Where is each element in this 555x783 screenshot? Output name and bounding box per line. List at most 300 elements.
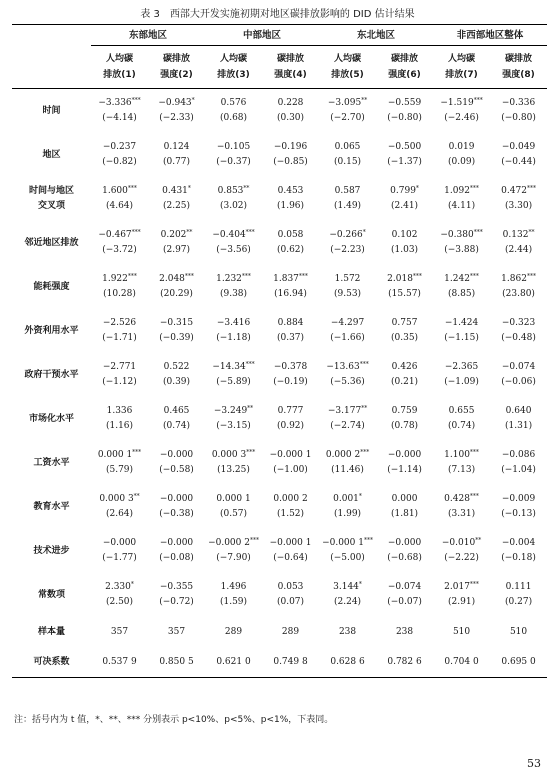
coefficient-cell (205, 485, 262, 529)
coefficient-cell (205, 397, 262, 441)
row-label-line: 时间 (42, 105, 61, 116)
significance-stars: *** (469, 185, 479, 192)
t-value: (3.02) (219, 201, 248, 211)
coefficient-cell (91, 397, 148, 441)
row-label-line: 邻近地区排放 (24, 237, 79, 248)
coefficient-cell (376, 353, 433, 397)
coefficient-value: −0.105 (216, 142, 251, 152)
column-header-line: 强度(4) (274, 70, 307, 80)
column-header (205, 46, 262, 89)
coefficient-cell (148, 485, 205, 529)
coefficient-value: −0.378 (273, 362, 308, 372)
significance-stars: *** (412, 273, 422, 280)
t-value: (−0.38) (159, 509, 194, 519)
sample-size-row (12, 617, 547, 647)
t-value: (−0.44) (501, 157, 536, 167)
significance-stars: *** (360, 449, 370, 456)
t-value: (−1.12) (102, 377, 137, 387)
row-label: 样本量 (37, 626, 65, 637)
coefficient-cell (148, 441, 205, 485)
coefficient-value: −1.424 (444, 318, 479, 328)
coefficient-value: −0.000 (159, 494, 194, 504)
t-value: (−0.13) (501, 509, 536, 519)
coefficient-value: 0.522 (163, 362, 190, 372)
t-value: (−0.72) (159, 597, 194, 607)
coefficient-cell (148, 177, 205, 221)
coefficient-value: 0.000 2 (325, 450, 361, 460)
t-value: (0.57) (219, 509, 248, 519)
coefficient-value: 0.472 (501, 186, 527, 196)
significance-stars: ** (361, 97, 368, 104)
coefficient-cell (433, 89, 490, 134)
coefficient-cell (91, 89, 148, 134)
coefficient-value: 0.000 1 (216, 494, 251, 504)
coefficient-cell (262, 529, 319, 573)
coefficient-cell (148, 309, 205, 353)
stat-value: 0.628 6 (330, 656, 365, 667)
t-value: (−0.19) (273, 377, 308, 387)
coefficient-value: −0.004 (501, 538, 536, 548)
coefficient-value: 1.572 (334, 274, 361, 284)
coefficient-value: 0.000 2 (273, 494, 308, 504)
coefficient-cell (433, 221, 490, 265)
coefficient-value: −4.297 (330, 318, 365, 328)
stub-subheader (12, 46, 91, 89)
significance-stars: *** (131, 229, 141, 236)
coefficient-cell (490, 529, 547, 573)
row-label (12, 353, 91, 397)
t-value: (−0.80) (501, 113, 536, 123)
t-value: (−1.77) (102, 553, 137, 563)
t-value: (−3.15) (216, 421, 251, 431)
t-value: (0.77) (162, 157, 191, 167)
row-label-line: 工资水平 (33, 457, 70, 468)
row-label (12, 133, 91, 177)
coefficient-cell (205, 573, 262, 617)
coefficient-cell (319, 221, 376, 265)
coefficient-value: −1.519 (440, 98, 474, 108)
coefficient-cell (433, 265, 490, 309)
t-value: (11.46) (331, 465, 364, 475)
stat-value: 0.850 5 (159, 656, 194, 667)
significance-stars: * (187, 185, 191, 192)
coefficient-value: −0.000 1 (322, 538, 364, 548)
t-value: (−2.70) (330, 113, 365, 123)
coefficient-value: 0.587 (334, 186, 361, 196)
t-value: (0.15) (334, 157, 362, 167)
coefficient-cell (148, 221, 205, 265)
significance-stars: ** (361, 405, 368, 412)
row-label-line: 时间与地区 (28, 186, 74, 196)
t-value: (0.21) (391, 377, 419, 387)
t-value: (−0.39) (159, 333, 194, 343)
group-header-nonwest: 非西部地区整体 (433, 25, 547, 46)
t-value: (−7.90) (216, 553, 251, 563)
significance-stars: *** (473, 97, 483, 104)
table-row (12, 221, 547, 265)
r-squared-row (12, 647, 547, 678)
coefficient-value: −0.000 (387, 450, 422, 460)
significance-stars: *** (241, 273, 251, 280)
stub-header (12, 25, 91, 46)
coefficient-cell (433, 485, 490, 529)
coefficient-cell (262, 573, 319, 617)
column-header (319, 46, 376, 89)
coefficient-cell (319, 397, 376, 441)
t-value: (−3.72) (102, 245, 137, 255)
coefficient-value: 0.853 (217, 186, 244, 196)
coefficient-cell (91, 309, 148, 353)
coefficient-value: 0.426 (391, 362, 418, 372)
coefficient-cell (205, 133, 262, 177)
coefficient-value: −0.355 (159, 582, 194, 592)
row-label-line: 外资利用水平 (24, 325, 79, 336)
coefficient-cell (490, 133, 547, 177)
coefficient-cell (376, 177, 433, 221)
coefficient-value: 0.640 (505, 406, 532, 416)
row-label (12, 89, 91, 134)
coefficient-cell (490, 309, 547, 353)
coefficient-value: 1.100 (444, 450, 470, 460)
coefficient-cell (490, 221, 547, 265)
t-value: (0.37) (276, 333, 305, 343)
subheader-row (12, 46, 547, 89)
significance-stars: ** (475, 537, 482, 544)
t-value: (−4.14) (102, 113, 137, 123)
significance-stars: *** (245, 361, 255, 368)
column-header-line: 人均碳 (334, 54, 362, 64)
coefficient-value: 2.330 (105, 582, 131, 592)
t-value: (−5.00) (330, 553, 365, 563)
coefficient-value: 0.431 (162, 186, 188, 196)
column-header (148, 46, 205, 89)
t-value: (−1.04) (501, 465, 536, 475)
significance-stars: *** (469, 449, 479, 456)
table-title: 西部大开发实施初期对地区碳排放影响的 DID 估计结果 (169, 9, 415, 20)
coefficient-cell (148, 529, 205, 573)
t-value: (10.28) (103, 289, 136, 299)
coefficient-value: 0.000 3 (99, 494, 134, 504)
coefficient-value: −0.380 (440, 230, 474, 240)
coefficient-value: 1.600 (102, 186, 128, 196)
t-value: (1.96) (276, 201, 305, 211)
t-value: (2.41) (391, 201, 419, 211)
coefficient-cell (262, 441, 319, 485)
coefficient-value: −0.500 (387, 142, 422, 152)
t-value: (0.68) (219, 113, 248, 123)
column-header (91, 46, 148, 89)
significance-stars: * (362, 229, 366, 236)
coefficient-value: −0.404 (212, 230, 246, 240)
coefficient-value: 0.000 1 (97, 450, 133, 460)
coefficient-cell (262, 89, 319, 134)
coefficient-cell (490, 397, 547, 441)
coefficient-cell (262, 133, 319, 177)
t-value: (1.52) (276, 509, 305, 519)
coefficient-cell (433, 353, 490, 397)
significance-stars: *** (132, 449, 142, 456)
t-value: (−0.37) (216, 157, 251, 167)
significance-stars: *** (469, 273, 479, 280)
table-row (12, 397, 547, 441)
coefficient-value: 0.757 (391, 318, 418, 328)
t-value: (−0.18) (501, 553, 536, 563)
coefficient-cell (262, 485, 319, 529)
coefficient-value: 0.202 (160, 230, 187, 240)
table-row (12, 441, 547, 485)
significance-stars: * (191, 97, 195, 104)
coefficient-value: 1.837 (273, 274, 299, 284)
coefficient-cell (148, 397, 205, 441)
column-header-line: 排放(1) (103, 70, 136, 80)
coefficient-cell (319, 309, 376, 353)
coefficient-value: −0.000 2 (208, 538, 250, 548)
coefficient-cell (433, 441, 490, 485)
t-value: (7.13) (448, 465, 476, 475)
coefficient-cell (319, 573, 376, 617)
t-value: (2.64) (105, 509, 134, 519)
significance-stars: * (358, 581, 362, 588)
t-value: (2.44) (505, 245, 533, 255)
significance-stars: *** (473, 229, 483, 236)
t-value: (−2.22) (444, 553, 479, 563)
t-value: (0.92) (276, 421, 305, 431)
column-header-line: 排放(7) (445, 70, 478, 80)
row-label (12, 573, 91, 617)
t-value: (9.38) (219, 289, 248, 299)
coefficient-cell (319, 177, 376, 221)
significance-stars: * (415, 185, 419, 192)
column-header-line: 强度(2) (160, 70, 193, 80)
t-value: (−3.88) (444, 245, 479, 255)
coefficient-cell (376, 441, 433, 485)
row-label (12, 265, 91, 309)
coefficient-value: 1.232 (216, 274, 242, 284)
row-label-line: 交叉项 (37, 201, 65, 211)
coefficient-value: 1.496 (220, 582, 247, 592)
coefficient-cell (262, 221, 319, 265)
t-value: (−3.56) (216, 245, 251, 255)
coefficient-cell (148, 265, 205, 309)
coefficient-value: 0.102 (391, 230, 418, 240)
significance-stars: *** (245, 229, 255, 236)
stat-value: 0.704 0 (444, 656, 479, 667)
t-value: (16.94) (274, 289, 307, 299)
coefficient-cell (262, 177, 319, 221)
t-value: (4.11) (448, 201, 476, 211)
coefficient-value: 0.124 (163, 142, 190, 152)
t-value: (0.07) (276, 597, 305, 607)
t-value: (−1.18) (216, 333, 251, 343)
coefficient-value: −0.323 (501, 318, 536, 328)
t-value: (0.39) (162, 377, 191, 387)
t-value: (0.74) (448, 421, 476, 431)
t-value: (−0.07) (387, 597, 422, 607)
row-label (12, 309, 91, 353)
coefficient-cell (490, 485, 547, 529)
coefficient-cell (319, 133, 376, 177)
coefficient-cell (91, 573, 148, 617)
t-value: (2.25) (162, 201, 191, 211)
t-value: (0.27) (505, 597, 533, 607)
stat-value: 289 (281, 626, 300, 637)
table-row (12, 529, 547, 573)
coefficient-value: −13.63 (326, 362, 360, 372)
coefficient-value: −0.009 (501, 494, 536, 504)
t-value: (2.50) (105, 597, 134, 607)
coefficient-cell (490, 177, 547, 221)
t-value: (−0.58) (159, 465, 194, 475)
column-header-line: 碳排放 (163, 54, 191, 64)
column-header (433, 46, 490, 89)
coefficient-value: 0.065 (334, 142, 361, 152)
t-value: (1.03) (391, 245, 419, 255)
row-label (12, 441, 91, 485)
stat-value: 238 (395, 626, 414, 637)
coefficient-cell (205, 441, 262, 485)
coefficient-value: −0.010 (441, 538, 476, 548)
t-value: (0.35) (391, 333, 419, 343)
stat-value: 238 (338, 626, 357, 637)
coefficient-cell (205, 177, 262, 221)
coefficient-cell (433, 397, 490, 441)
t-value: (1.16) (105, 421, 134, 431)
coefficient-value: 0.884 (277, 318, 304, 328)
significance-stars: *** (246, 449, 256, 456)
group-header-central: 中部地区 (205, 25, 319, 46)
t-value: (−2.46) (444, 113, 479, 123)
coefficient-value: −0.266 (329, 230, 363, 240)
coefficient-value: −0.467 (98, 230, 132, 240)
coefficient-value: −0.315 (159, 318, 194, 328)
coefficient-value: −0.000 1 (269, 450, 312, 460)
coefficient-cell (490, 89, 547, 134)
coefficient-value: 0.053 (277, 582, 304, 592)
coefficient-value: −0.943 (158, 98, 192, 108)
stat-value: 0.621 0 (216, 656, 251, 667)
t-value: (−5.89) (216, 377, 251, 387)
coefficient-value: −3.177 (327, 406, 362, 416)
coefficient-cell (319, 265, 376, 309)
coefficient-cell (376, 529, 433, 573)
coefficient-value: −14.34 (212, 362, 246, 372)
stat-value: 0.695 0 (501, 656, 536, 667)
stat-value: 510 (509, 626, 528, 637)
t-value: (1.49) (334, 201, 362, 211)
t-value: (5.79) (105, 465, 134, 475)
row-label (12, 397, 91, 441)
table-row (12, 89, 547, 134)
coefficient-cell (262, 265, 319, 309)
coefficient-cell (148, 133, 205, 177)
t-value: (23.80) (502, 289, 535, 299)
column-header-line: 碳排放 (505, 54, 533, 64)
significance-stars: *** (184, 273, 194, 280)
column-header-line: 人均碳 (448, 54, 476, 64)
coefficient-value: 1.092 (444, 186, 470, 196)
significance-stars: * (130, 581, 134, 588)
column-header (376, 46, 433, 89)
table-number: 表 3 (140, 9, 160, 20)
coefficient-value: −0.049 (501, 142, 536, 152)
coefficient-cell (148, 353, 205, 397)
stat-value: 0.749 8 (273, 656, 308, 667)
t-value: (0.78) (391, 421, 419, 431)
column-header-line: 碳排放 (391, 54, 419, 64)
significance-stars: *** (249, 537, 259, 544)
coefficient-value: −2.526 (102, 318, 137, 328)
significance-stars: * (358, 493, 362, 500)
t-value: (−1.15) (444, 333, 479, 343)
t-value: (−1.37) (387, 157, 422, 167)
coefficient-value: −3.416 (216, 318, 251, 328)
coefficient-cell (433, 529, 490, 573)
coefficient-value: 0.453 (277, 186, 304, 196)
t-value: (−0.85) (273, 157, 308, 167)
t-value: (−1.66) (330, 333, 365, 343)
column-header-line: 人均碳 (105, 54, 133, 64)
significance-stars: ** (247, 405, 254, 412)
coefficient-cell (148, 89, 205, 134)
coefficient-value: −0.000 (159, 450, 194, 460)
coefficient-cell (490, 441, 547, 485)
row-label-line: 政府干预水平 (24, 369, 79, 380)
t-value: (−1.14) (387, 465, 422, 475)
significance-stars: ** (243, 185, 250, 192)
significance-stars: ** (133, 493, 140, 500)
coefficient-cell (376, 309, 433, 353)
coefficient-value: −0.196 (273, 142, 308, 152)
coefficient-value: −3.095 (327, 98, 362, 108)
t-value: (2.24) (334, 597, 362, 607)
coefficient-value: 0.759 (391, 406, 418, 416)
stat-value: 289 (224, 626, 243, 637)
row-label-line: 常数项 (37, 589, 65, 600)
coefficient-cell (91, 353, 148, 397)
coefficient-value: −0.074 (387, 582, 422, 592)
coefficient-cell (490, 573, 547, 617)
coefficient-cell (433, 309, 490, 353)
coefficient-value: −0.074 (501, 362, 536, 372)
coefficient-cell (376, 221, 433, 265)
significance-stars: *** (298, 273, 308, 280)
coefficient-value: 0.132 (502, 230, 529, 240)
coefficient-cell (91, 221, 148, 265)
t-value: (0.30) (276, 113, 305, 123)
stat-value: 0.537 9 (102, 656, 137, 667)
coefficient-cell (262, 309, 319, 353)
t-value: (−0.68) (387, 553, 422, 563)
coefficient-value: 1.336 (106, 406, 133, 416)
column-header-line: 强度(6) (388, 70, 421, 80)
coefficient-cell (205, 265, 262, 309)
coefficient-value: −0.000 (387, 538, 422, 548)
coefficient-value: −2.771 (102, 362, 137, 372)
coefficient-cell (262, 397, 319, 441)
row-label (12, 177, 91, 221)
coefficient-value: −0.559 (387, 98, 422, 108)
coefficient-cell (91, 485, 148, 529)
group-header-northeast: 东北地区 (319, 25, 433, 46)
significance-stars: *** (363, 537, 373, 544)
coefficient-value: 0.228 (277, 98, 304, 108)
table-row (12, 133, 547, 177)
coefficient-cell (319, 529, 376, 573)
t-value: (−0.82) (102, 157, 137, 167)
column-header-line: 碳排放 (277, 54, 305, 64)
row-label-line: 教育水平 (33, 501, 70, 512)
column-header (262, 46, 319, 89)
